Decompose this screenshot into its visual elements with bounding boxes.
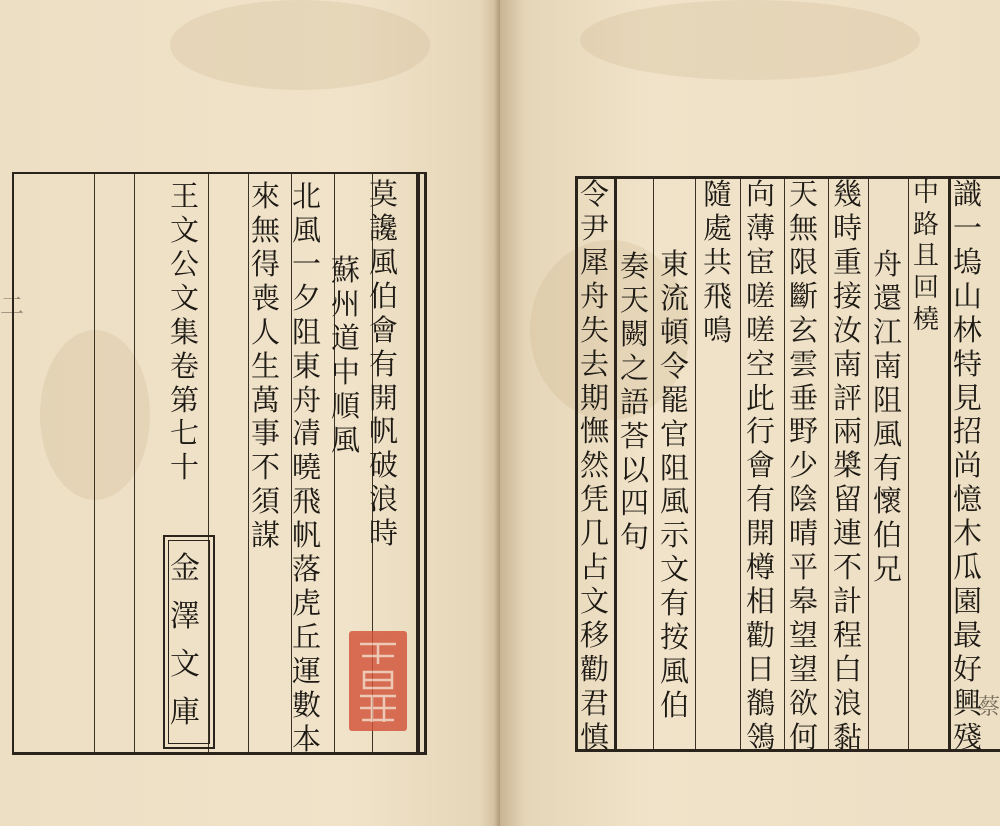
glyph: 東 [660,247,690,281]
glyph: 語 [620,384,650,419]
glyph: 會 [369,312,399,347]
left-column-3 [292,180,321,757]
glyph: 望 [789,617,819,652]
glyph: 几 [580,516,610,551]
glyph: 移 [580,617,610,652]
glyph: 罷 [660,382,690,417]
glyph: 瓜 [953,550,983,585]
glyph: 謀 [251,518,281,553]
glyph: 會 [746,448,776,483]
glyph: 開 [746,516,776,551]
right-column-3 [873,248,902,587]
glyph: 風 [873,416,903,451]
glyph: 園 [953,584,983,619]
glyph: 慎 [580,719,610,754]
glyph: 行 [746,414,776,449]
glyph: 蘇 [331,253,361,287]
glyph: 之 [620,350,650,385]
glyph: 令 [660,348,690,383]
glyph: 君 [580,685,610,720]
glyph: 須 [251,484,281,519]
glyph: 卷 [170,348,200,383]
right-column-2 [913,178,939,337]
glyph: 道 [331,320,361,355]
glyph: 舟 [580,278,610,313]
glyph: 事 [251,416,281,451]
glyph: 山 [953,278,983,313]
glyph: 有 [660,586,690,621]
glyph: 幾 [833,177,863,211]
glyph: 時 [369,516,399,551]
glyph: 浪 [833,685,863,720]
glyph: 望 [789,651,819,686]
glyph: 占 [580,550,610,585]
glyph: 塢 [953,244,983,279]
glyph: 空 [746,346,776,381]
glyph: 伯 [369,278,399,313]
glyph: 然 [580,448,610,483]
glyph: 風 [292,212,322,247]
glyph: 按 [660,620,690,655]
glyph: 相 [746,584,776,619]
glyph: 少 [789,448,819,483]
glyph: 玄 [789,312,819,347]
glyph: 重 [833,244,863,279]
glyph: 不 [833,550,863,585]
glyph: 特 [953,346,983,381]
glyph: 陰 [789,482,819,517]
glyph: 喪 [251,280,281,315]
glyph: 帆 [292,518,322,553]
glyph: 文 [660,552,690,587]
glyph: 黏 [833,719,863,754]
glyph: 鳴 [703,312,733,347]
glyph: 阻 [873,382,903,417]
glyph: 鶺 [746,685,776,720]
glyph: 令 [580,177,610,211]
glyph: 示 [660,518,690,553]
glyph: 四 [620,486,650,521]
glyph: 留 [833,482,863,517]
glyph: 嗟 [746,312,776,347]
glyph: 處 [703,210,733,245]
glyph: 曉 [292,450,322,485]
glyph: 凭 [580,482,610,517]
right-column-7 [703,178,732,348]
glyph: 十 [170,450,200,485]
glyph: 阻 [660,450,690,485]
glyph: 白 [833,651,863,686]
glyph: 中 [331,354,361,389]
glyph: 萬 [251,382,281,417]
glyph: 風 [660,484,690,519]
right-column-6 [746,178,775,755]
glyph: 順 [331,388,361,423]
glyph: 欲 [789,685,819,720]
glyph: 評 [833,380,863,415]
glyph: 北 [292,179,322,213]
left-column-4 [251,180,280,553]
glyph: 汝 [833,312,863,347]
glyph: 運 [292,653,322,688]
glyph: 文 [170,280,200,315]
glyph: 凊 [292,416,322,451]
glyph: 回 [913,273,940,304]
glyph: 阻 [292,314,322,349]
glyph: 勸 [746,617,776,652]
glyph: 失 [580,312,610,347]
glyph: 公 [170,246,200,281]
glyph: 來 [251,179,281,213]
glyph: 不 [251,450,281,485]
glyph: 無 [251,212,281,247]
glyph: 勸 [580,651,610,686]
glyph: 計 [833,584,863,619]
red-seal-stamp [349,631,407,731]
glyph: 得 [251,246,281,281]
glyph: 犀 [580,244,610,279]
edge-glyph: 蔡 [978,695,1000,720]
glyph: 本 [292,721,322,756]
glyph: 向 [746,177,776,211]
glyph: 木 [953,516,983,551]
glyph: 風 [331,422,361,457]
left-column-title [170,180,199,485]
glyph: 舟 [873,247,903,281]
glyph: 生 [251,348,281,383]
glyph: 最 [953,617,983,652]
glyph: 天 [620,282,650,317]
glyph: 嗟 [746,278,776,313]
glyph: 落 [292,552,322,587]
glyph: 雲 [789,346,819,381]
glyph: 第 [170,382,200,417]
glyph: 莫 [369,177,399,211]
glyph: 王 [170,179,200,213]
glyph: 還 [873,280,903,315]
glyph: 晴 [789,516,819,551]
glyph: 破 [369,448,399,483]
glyph: 一 [292,246,322,281]
left-column-1 [369,178,398,551]
glyph: 接 [833,278,863,313]
right-page [500,0,1000,826]
glyph: 風 [660,654,690,689]
glyph: 州 [331,286,361,321]
glyph: 好 [953,651,983,686]
glyph: 南 [833,346,863,381]
glyph: 開 [369,380,399,415]
glyph: 帆 [369,414,399,449]
glyph: 共 [703,244,733,279]
glyph: 荅 [620,418,650,453]
glyph: 文 [170,212,200,247]
glyph: 識 [953,177,983,211]
glyph: 舟 [292,382,322,417]
glyph: 風 [369,244,399,279]
glyph: 人 [251,314,281,349]
glyph: 夕 [292,280,322,315]
glyph: 林 [953,312,983,347]
glyph: 尚 [953,448,983,483]
glyph: 丘 [292,619,322,654]
glyph: 興 [953,685,983,720]
glyph: 鴒 [746,719,776,754]
glyph: 虎 [292,586,322,621]
glyph: 七 [170,416,200,451]
glyph: 此 [746,380,776,415]
glyph: 連 [833,516,863,551]
glyph: 日 [746,651,776,686]
glyph: 飛 [703,278,733,313]
glyph: 橈 [913,304,940,335]
glyph: 以 [620,452,650,487]
glyph: 殘 [953,719,983,754]
glyph: 皋 [789,584,819,619]
right-column-8 [660,248,689,723]
glyph: 金 [170,551,200,586]
glyph: 尹 [580,210,610,245]
glyph: 句 [620,520,650,555]
glyph: 伯 [660,687,690,722]
right-column-4 [833,178,862,755]
glyph: 平 [789,550,819,585]
glyph: 宦 [746,244,776,279]
glyph: 何 [789,719,819,754]
glyph: 奏 [620,249,650,283]
glyph: 懷 [873,484,903,519]
glyph: 南 [873,348,903,383]
right-column-5 [789,178,818,755]
glyph: 伯 [873,518,903,553]
glyph: 樽 [746,550,776,585]
glyph: 集 [170,314,200,349]
glyph: 且 [913,241,940,272]
glyph: 數 [292,687,322,722]
glyph: 一 [953,210,983,245]
edge-glyph: 二 [0,292,24,320]
glyph: 澤 [170,599,200,634]
glyph: 路 [913,209,940,240]
glyph: 時 [833,210,863,245]
glyph: 薄 [746,210,776,245]
glyph: 頓 [660,314,690,349]
glyph: 程 [833,617,863,652]
right-column-10 [580,178,609,755]
glyph: 槳 [833,448,863,483]
glyph: 無 [789,210,819,245]
glyph: 天 [789,177,819,211]
right-column-1 [953,178,982,755]
glyph: 流 [660,280,690,315]
library-mark [170,545,200,737]
glyph: 讒 [369,210,399,245]
glyph: 江 [873,314,903,349]
glyph: 垂 [789,380,819,415]
glyph: 隨 [703,177,733,211]
glyph: 有 [873,450,903,485]
glyph: 憶 [953,482,983,517]
left-column-2 [331,254,360,458]
glyph: 憮 [580,414,610,449]
glyph: 文 [170,647,200,682]
glyph: 文 [580,584,610,619]
glyph: 飛 [292,484,322,519]
glyph: 招 [953,414,983,449]
glyph: 官 [660,416,690,451]
glyph: 浪 [369,482,399,517]
glyph: 斷 [789,278,819,313]
glyph: 期 [580,380,610,415]
glyph: 兄 [873,552,903,587]
glyph: 東 [292,348,322,383]
glyph: 中 [913,178,940,208]
glyph: 闕 [620,316,650,351]
glyph: 庫 [170,695,200,730]
glyph: 有 [746,482,776,517]
right-column-9 [620,250,649,555]
glyph: 野 [789,414,819,449]
glyph: 限 [789,244,819,279]
glyph: 兩 [833,414,863,449]
glyph: 有 [369,346,399,381]
glyph: 見 [953,380,983,415]
glyph: 去 [580,346,610,381]
